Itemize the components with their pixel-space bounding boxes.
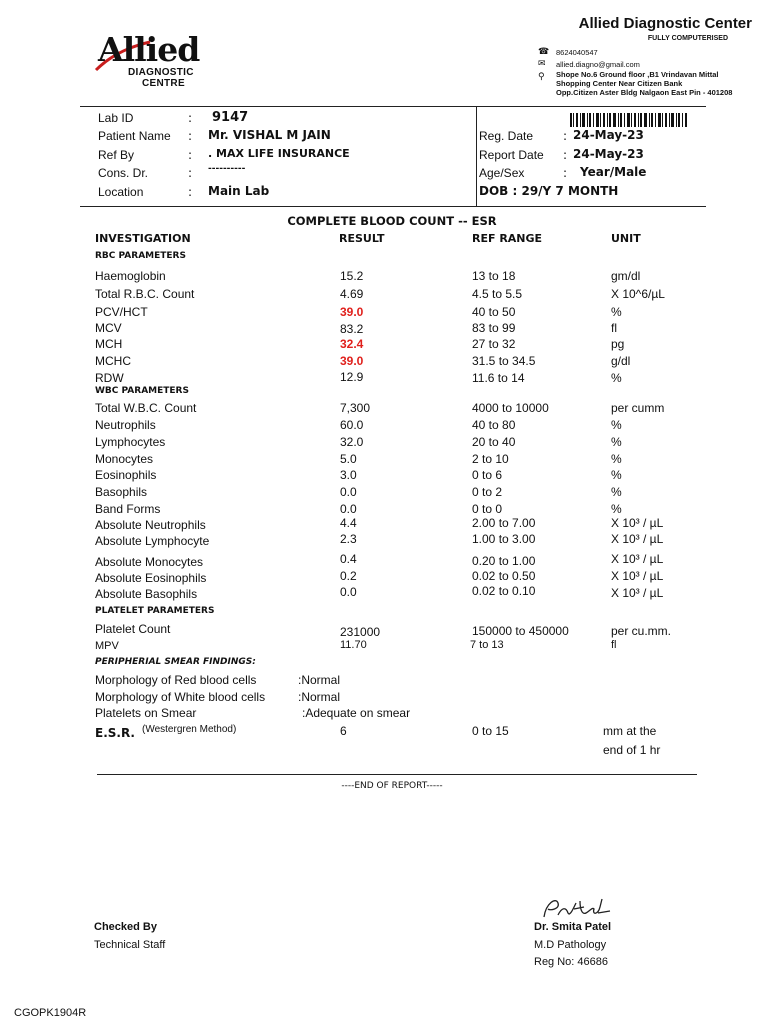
unit: % [611, 435, 622, 449]
ref-range: 4000 to 10000 [472, 401, 549, 415]
reg-date-value: 24-May-23 [573, 128, 644, 142]
logo-word: Allied [98, 30, 200, 69]
test-name: MCH [95, 337, 123, 351]
test-result: 4.69 [340, 287, 364, 301]
test-result: 11.70 [340, 639, 367, 651]
ref-range: 31.5 to 34.5 [472, 354, 536, 368]
test-name: Band Forms [95, 502, 161, 516]
ref-range: 0 to 6 [472, 468, 503, 482]
test-name: Neutrophils [95, 418, 156, 432]
unit: per cu.mm. [611, 624, 672, 638]
unit: X 10³ / µL [611, 586, 664, 600]
test-name: PCV/HCT [95, 305, 148, 319]
unit: X 10³ / µL [611, 516, 664, 530]
ref-range: 13 to 18 [472, 269, 516, 283]
esr-unit-line-1: mm at the [603, 724, 657, 738]
address-line-3: Opp.Citizen Aster Bldg Nalgaon East Pin - 401208 [556, 88, 733, 97]
finding-value: :Normal [298, 673, 341, 687]
lab-id-value: 9147 [212, 110, 249, 125]
col-ref-range: REF RANGE [472, 232, 543, 245]
ref-range: 0.20 to 1.00 [472, 554, 536, 568]
test-name: Absolute Neutrophils [95, 518, 206, 532]
finding-value: :Normal [298, 690, 341, 704]
ref-range: 83 to 99 [472, 321, 516, 335]
address-line-1: Shope No.6 Ground floor ,B1 Vrindavan Mittal [556, 70, 719, 79]
test-name: Lymphocytes [95, 435, 166, 449]
email-address: allied.diagno@gmail.com [556, 60, 640, 69]
test-result: 12.9 [340, 370, 364, 384]
test-name: Eosinophils [95, 468, 157, 482]
test-result: 2.3 [340, 532, 357, 546]
test-name: MPV [95, 640, 119, 652]
ref-range: 4.5 to 5.5 [472, 287, 523, 301]
colon: : [188, 166, 193, 180]
esr-result: 6 [340, 724, 347, 738]
location-pin-icon: ⚲ [538, 72, 545, 82]
test-name: RDW [95, 371, 124, 385]
unit: % [611, 305, 622, 319]
doctor-signature [540, 893, 612, 923]
unit: X 10³ / µL [611, 532, 664, 546]
test-result: 7,300 [340, 401, 371, 415]
test-name: Absolute Monocytes [95, 555, 204, 569]
age-sex-value: Year/Male [580, 165, 647, 179]
test-name: Monocytes [95, 452, 154, 466]
unit: % [611, 452, 622, 466]
ref-range: 0 to 0 [472, 502, 503, 516]
finding-name: Morphology of White blood cells [95, 690, 266, 704]
unit: % [611, 371, 622, 385]
test-name: Total R.B.C. Count [95, 287, 195, 301]
dob-value: DOB : 29/Y 7 MONTH [479, 184, 619, 198]
test-result-abnormal: 32.4 [340, 337, 364, 351]
report-end-rule [97, 774, 697, 775]
esr-label: E.S.R. [95, 726, 135, 740]
test-name: Total W.B.C. Count [95, 401, 197, 415]
esr-ref-range: 0 to 15 [472, 724, 509, 738]
phone-icon: ☎ [538, 47, 550, 57]
ref-range: 20 to 40 [472, 435, 516, 449]
test-result-abnormal: 39.0 [340, 305, 364, 319]
test-name: Absolute Eosinophils [95, 571, 207, 585]
esr-method: (Westergren Method) [142, 724, 237, 735]
address-line-2: Shopping Center Near Citizen Bank [556, 79, 683, 88]
test-result: 0.2 [340, 569, 357, 583]
test-result: 32.0 [340, 435, 364, 449]
test-result: 231000 [340, 625, 381, 639]
test-name: Haemoglobin [95, 269, 166, 283]
doctor-degree: M.D Pathology [534, 939, 607, 951]
col-unit: UNIT [611, 232, 641, 245]
unit: % [611, 468, 622, 482]
test-name: Absolute Basophils [95, 587, 198, 601]
ref-range: 150000 to 450000 [472, 624, 569, 638]
info-divider [476, 106, 477, 206]
test-name: MCV [95, 321, 122, 335]
ref-range: 11.6 to 14 [472, 371, 525, 385]
unit: per cumm [611, 401, 665, 415]
unit: % [611, 485, 622, 499]
unit: fl [611, 321, 617, 335]
finding-name: Morphology of Red blood cells [95, 673, 257, 687]
test-name: Basophils [95, 485, 148, 499]
colon: : [563, 129, 568, 143]
wbc-heading: WBC PARAMETERS [95, 386, 189, 396]
unit: fl [611, 639, 617, 651]
colon: : [563, 166, 568, 180]
ref-range: 1.00 to 3.00 [472, 532, 536, 546]
tagline: FULLY COMPUTERISED [647, 35, 728, 42]
test-result: 0.0 [340, 502, 357, 516]
platelet-heading: PLATELET PARAMETERS [95, 606, 215, 616]
colon: : [188, 111, 193, 125]
ref-range: 27 to 32 [472, 337, 516, 351]
report-title: COMPLETE BLOOD COUNT -- ESR [287, 214, 497, 228]
test-result: 0.0 [340, 485, 357, 499]
test-name: Platelet Count [95, 622, 171, 636]
info-bottom-border [80, 206, 706, 207]
location-value: Main Lab [208, 184, 270, 198]
test-result: 5.0 [340, 452, 357, 466]
test-result-abnormal: 39.0 [340, 354, 364, 368]
col-result: RESULT [339, 232, 385, 245]
ref-range: 2 to 10 [472, 452, 509, 466]
test-result: 83.2 [340, 322, 364, 336]
unit: X 10³ / µL [611, 552, 664, 566]
report-date-value: 24-May-23 [573, 147, 644, 161]
unit: % [611, 502, 622, 516]
ref-range: 40 to 80 [472, 418, 516, 432]
ref-range: 0.02 to 0.10 [472, 584, 536, 598]
ref-by-label: Ref By [98, 148, 135, 162]
patient-name-value: Mr. VISHAL M JAIN [208, 128, 331, 142]
finding-name: Platelets on Smear [95, 706, 197, 720]
test-result: 0.0 [340, 585, 357, 599]
doctor-reg-no: Reg No: 46686 [534, 956, 608, 968]
colon: : [188, 129, 193, 143]
ref-range: 0 to 2 [472, 485, 503, 499]
smear-heading: PERIPHERIAL SMEAR FINDINGS: [95, 657, 256, 667]
cons-dr-value: ---------- [208, 164, 246, 174]
test-name: MCHC [95, 354, 131, 368]
ref-by-value: . MAX LIFE INSURANCE [208, 147, 350, 160]
unit: gm/dl [611, 269, 641, 283]
info-top-border [80, 106, 706, 107]
test-name: Absolute Lymphocyte [95, 534, 210, 548]
finding-value: :Adequate on smear [302, 706, 411, 720]
cons-dr-label: Cons. Dr. [98, 166, 149, 180]
logo-subtitle-1: DIAGNOSTIC [128, 67, 194, 78]
report-date-label: Report Date [479, 148, 544, 162]
ref-range: 7 to 13 [470, 639, 504, 651]
phone-number: 8624040547 [556, 48, 598, 57]
test-result: 3.0 [340, 468, 357, 482]
checked-by-label: Checked By [94, 921, 157, 933]
logo-subtitle-2: CENTRE [142, 78, 185, 89]
reg-date-label: Reg. Date [479, 129, 534, 143]
age-sex-label: Age/Sex [479, 166, 525, 180]
barcode-icon [570, 113, 688, 127]
patient-name-label: Patient Name [98, 129, 171, 143]
location-label: Location [98, 185, 144, 199]
rbc-heading: RBC PARAMETERS [95, 251, 186, 261]
ref-range: 40 to 50 [472, 305, 516, 319]
end-of-report: ----END OF REPORT----- [341, 781, 443, 791]
colon: : [188, 185, 193, 199]
unit: X 10^6/µL [611, 287, 665, 301]
test-result: 15.2 [340, 269, 364, 283]
lab-id-label: Lab ID [98, 111, 134, 125]
test-result: 0.4 [340, 552, 357, 566]
unit: pg [611, 337, 625, 351]
esr-unit-line-2: end of 1 hr [603, 743, 661, 757]
mail-icon: ✉ [538, 59, 546, 69]
colon: : [563, 148, 568, 162]
test-result: 4.4 [340, 516, 357, 530]
test-result: 60.0 [340, 418, 364, 432]
ref-range: 2.00 to 7.00 [472, 516, 536, 530]
colon: : [188, 148, 193, 162]
unit: X 10³ / µL [611, 569, 664, 583]
ref-range: 0.02 to 0.50 [472, 569, 536, 583]
unit: % [611, 418, 622, 432]
col-investigation: INVESTIGATION [95, 232, 191, 245]
lab-logo [98, 30, 228, 92]
center-name: Allied Diagnostic Center [578, 15, 752, 32]
doctor-name: Dr. Smita Patel [534, 921, 612, 933]
technical-staff-label: Technical Staff [94, 939, 166, 951]
unit: g/dl [611, 354, 631, 368]
document-code: CGOPK1904R [14, 1007, 87, 1019]
